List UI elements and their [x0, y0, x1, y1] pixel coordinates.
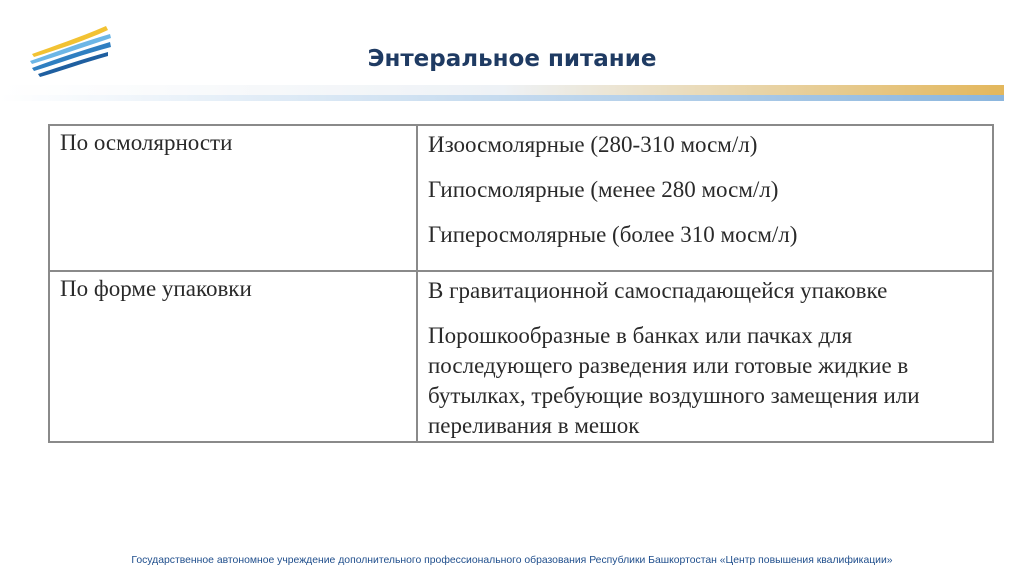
table-row	[50, 270, 992, 443]
row-category: По осмолярности	[60, 130, 233, 155]
row-values	[428, 276, 988, 456]
row-values	[428, 130, 988, 265]
value-item: Гипосмолярные (менее 280 мосм/л)	[428, 177, 779, 202]
value-item: Гиперосмолярные (более 310 мосм/л)	[428, 222, 798, 247]
footer-text: Государственное автономное учреждение дополнительного профессионального образования Республики Башкортостан «Центр повышения квалификации»	[131, 555, 893, 566]
row-category: По форме упаковки	[60, 276, 252, 301]
value-item: В гравитационной самоспадающейся упаковке	[428, 278, 888, 303]
value-item: Изоосмолярные (280-310 мосм/л)	[428, 132, 758, 157]
header-band	[0, 85, 1004, 101]
classification-table	[48, 124, 994, 443]
value-item: Порошкообразные в банках или пачках для последующего разведения или готовые жидкие в бутылках, требующие воздушного замещения или переливания в мешок	[428, 323, 920, 438]
slide-title: Энтеральное питание	[367, 46, 657, 72]
table-row	[50, 126, 992, 270]
